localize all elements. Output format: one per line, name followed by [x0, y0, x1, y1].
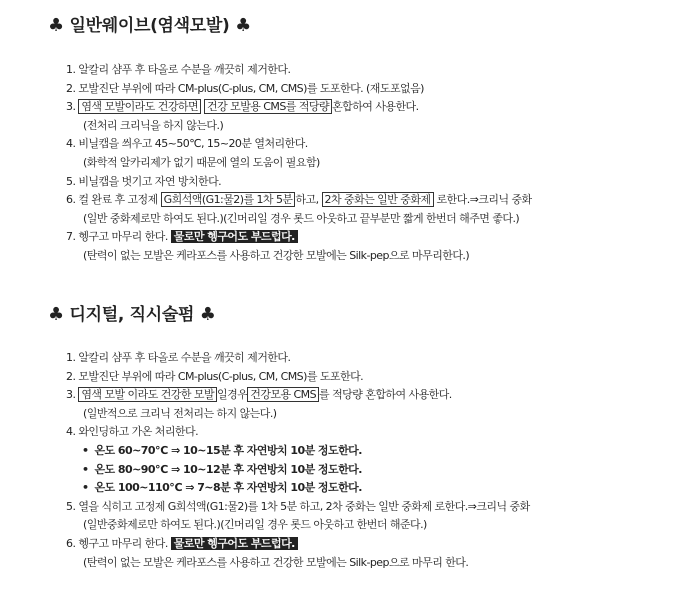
bullet-icon: • [82, 443, 89, 457]
club-icon: ♣ [48, 304, 64, 325]
step-item [66, 349, 530, 368]
text-segment: 일경우 [217, 388, 248, 402]
boxed-text: 염색 모발이라도 건강하면 [78, 99, 201, 114]
text-segment: 온도 60~70℃ ⇒ 10~15분 후 자연방치 10분 정도한다. [94, 443, 362, 457]
step-item [66, 61, 532, 80]
text-segment: 온도 80~90℃ ⇒ 10~12분 후 자연방치 10분 정도한다. [94, 462, 362, 476]
text-segment: 를 적당량 혼합하여 사용한다. [319, 388, 452, 402]
text-segment: 1. 알칼리 샴푸 후 타올로 수분을 깨끗히 제거한다. [66, 63, 291, 76]
step-item [66, 80, 532, 99]
text-segment: 1. 알칼리 샴푸 후 타올로 수분을 깨끗히 제거한다. [66, 351, 291, 364]
text-segment: 로한다.⇒크리닉 중화 [433, 193, 532, 207]
text-segment: 하고, [295, 193, 322, 207]
text-segment: (일반적으로 크리닉 전처리는 하지 않는다.) [83, 406, 277, 420]
section-1-title: 일반웨이브(염색모발) [69, 16, 230, 36]
boxed-text: G희석액(G1:물2)를 1차 5분 [161, 192, 296, 207]
step-item [66, 423, 530, 442]
boxed-text: 2차 중화는 일반 중화제 [322, 192, 434, 207]
step-item [66, 191, 532, 210]
step-item [66, 498, 530, 517]
step-note [66, 516, 530, 535]
text-segment: 6. 헹구고 마무리 한다. [66, 536, 171, 550]
section-1-heading [48, 11, 251, 36]
text-segment: 4. 비닐캡을 씌우고 45~50℃, 15~20분 열처리한다. [66, 137, 308, 151]
section-2-heading [48, 300, 216, 325]
step-note [66, 210, 532, 229]
text-segment: (화학적 알카리제가 없기 때문에 열의 도움이 필요함) [83, 155, 320, 169]
text-segment: 5. 비닐캡을 벗기고 자연 방치한다. [66, 174, 222, 188]
step-item [66, 173, 532, 192]
boxed-text: 건강모용 CMS [247, 387, 319, 402]
boxed-text: 건강 모발용 CMS를 적당량 [204, 99, 332, 114]
text-segment: (일반 중화제로만 하여도 된다.)(긴머리일 경우 롯드 아웃하고 끝부분만 짧게 한번더 해주면 좋다.) [83, 211, 520, 225]
highlighted-text: 물로만 헹구어도 부드럽다. [171, 230, 298, 243]
text-segment: 온도 100~110℃ ⇒ 7~8분 후 자연방치 10분 정도한다. [94, 481, 362, 495]
club-icon: ♣ [48, 15, 64, 36]
step-note [66, 117, 532, 136]
club-icon: ♣ [235, 15, 251, 36]
step-note [66, 154, 532, 173]
text-segment: 4. 와인딩하고 가온 처리한다. [66, 425, 199, 439]
text-segment: 2. 모발진단 부위에 따라 CM-plus(C-plus, CM, CMS)를 도포한다. (재도포없음) [66, 81, 424, 95]
step-note [66, 247, 532, 266]
text-segment: 2. 모발진단 부위에 따라 CM-plus(C-plus, CM, CMS)를 도포한다. [66, 369, 364, 383]
bullet-item [66, 461, 530, 480]
text-segment: (일반중화제로만 하여도 된다.)(긴머리일 경우 롯드 아웃하고 한번더 해준다.) [83, 518, 427, 532]
section-1-steps [66, 61, 532, 266]
text-segment: 혼합하여 사용한다. [332, 100, 419, 114]
text-segment: (탄력이 없는 모발은 케라포스를 사용하고 건강한 모발에는 Silk-pep으로 마무리 한다. [83, 555, 469, 569]
step-item [66, 386, 530, 405]
text-segment: (전처리 크리닉을 하지 않는다.) [83, 118, 224, 132]
step-item [66, 98, 532, 117]
bullet-item [66, 442, 530, 461]
section-2-title: 디지털, 직시술펌 [69, 305, 195, 325]
bullet-icon: • [82, 481, 89, 495]
step-note [66, 554, 530, 573]
bullet-icon: • [82, 462, 89, 476]
section-2-steps [66, 349, 530, 572]
text-segment: 3. [66, 388, 79, 402]
step-item [66, 535, 530, 554]
step-item [66, 135, 532, 154]
text-segment: 5. 열을 식히고 고정제 G희석액(G1:물2)를 1차 5분 하고, 2차 중화는 일반 중화제 로한다.⇒크리닉 중화 [66, 499, 530, 513]
boxed-text: 염색 모발 이라도 건강한 모발 [78, 387, 217, 402]
step-item [66, 368, 530, 387]
text-segment: 7. 헹구고 마무리 한다. [66, 230, 171, 244]
bullet-item [66, 479, 530, 498]
step-item [66, 228, 532, 247]
text-segment: 6. 컬 완료 후 고정제 [66, 193, 161, 207]
text-segment: 3. [66, 100, 79, 114]
step-note [66, 405, 530, 424]
text-segment: (탄력이 없는 모발은 케라포스를 사용하고 건강한 모발에는 Silk-pep으로 마무리한다.) [83, 248, 470, 262]
club-icon: ♣ [199, 304, 216, 325]
highlighted-text: 물로만 헹구어도 부드럽다. [171, 537, 298, 550]
